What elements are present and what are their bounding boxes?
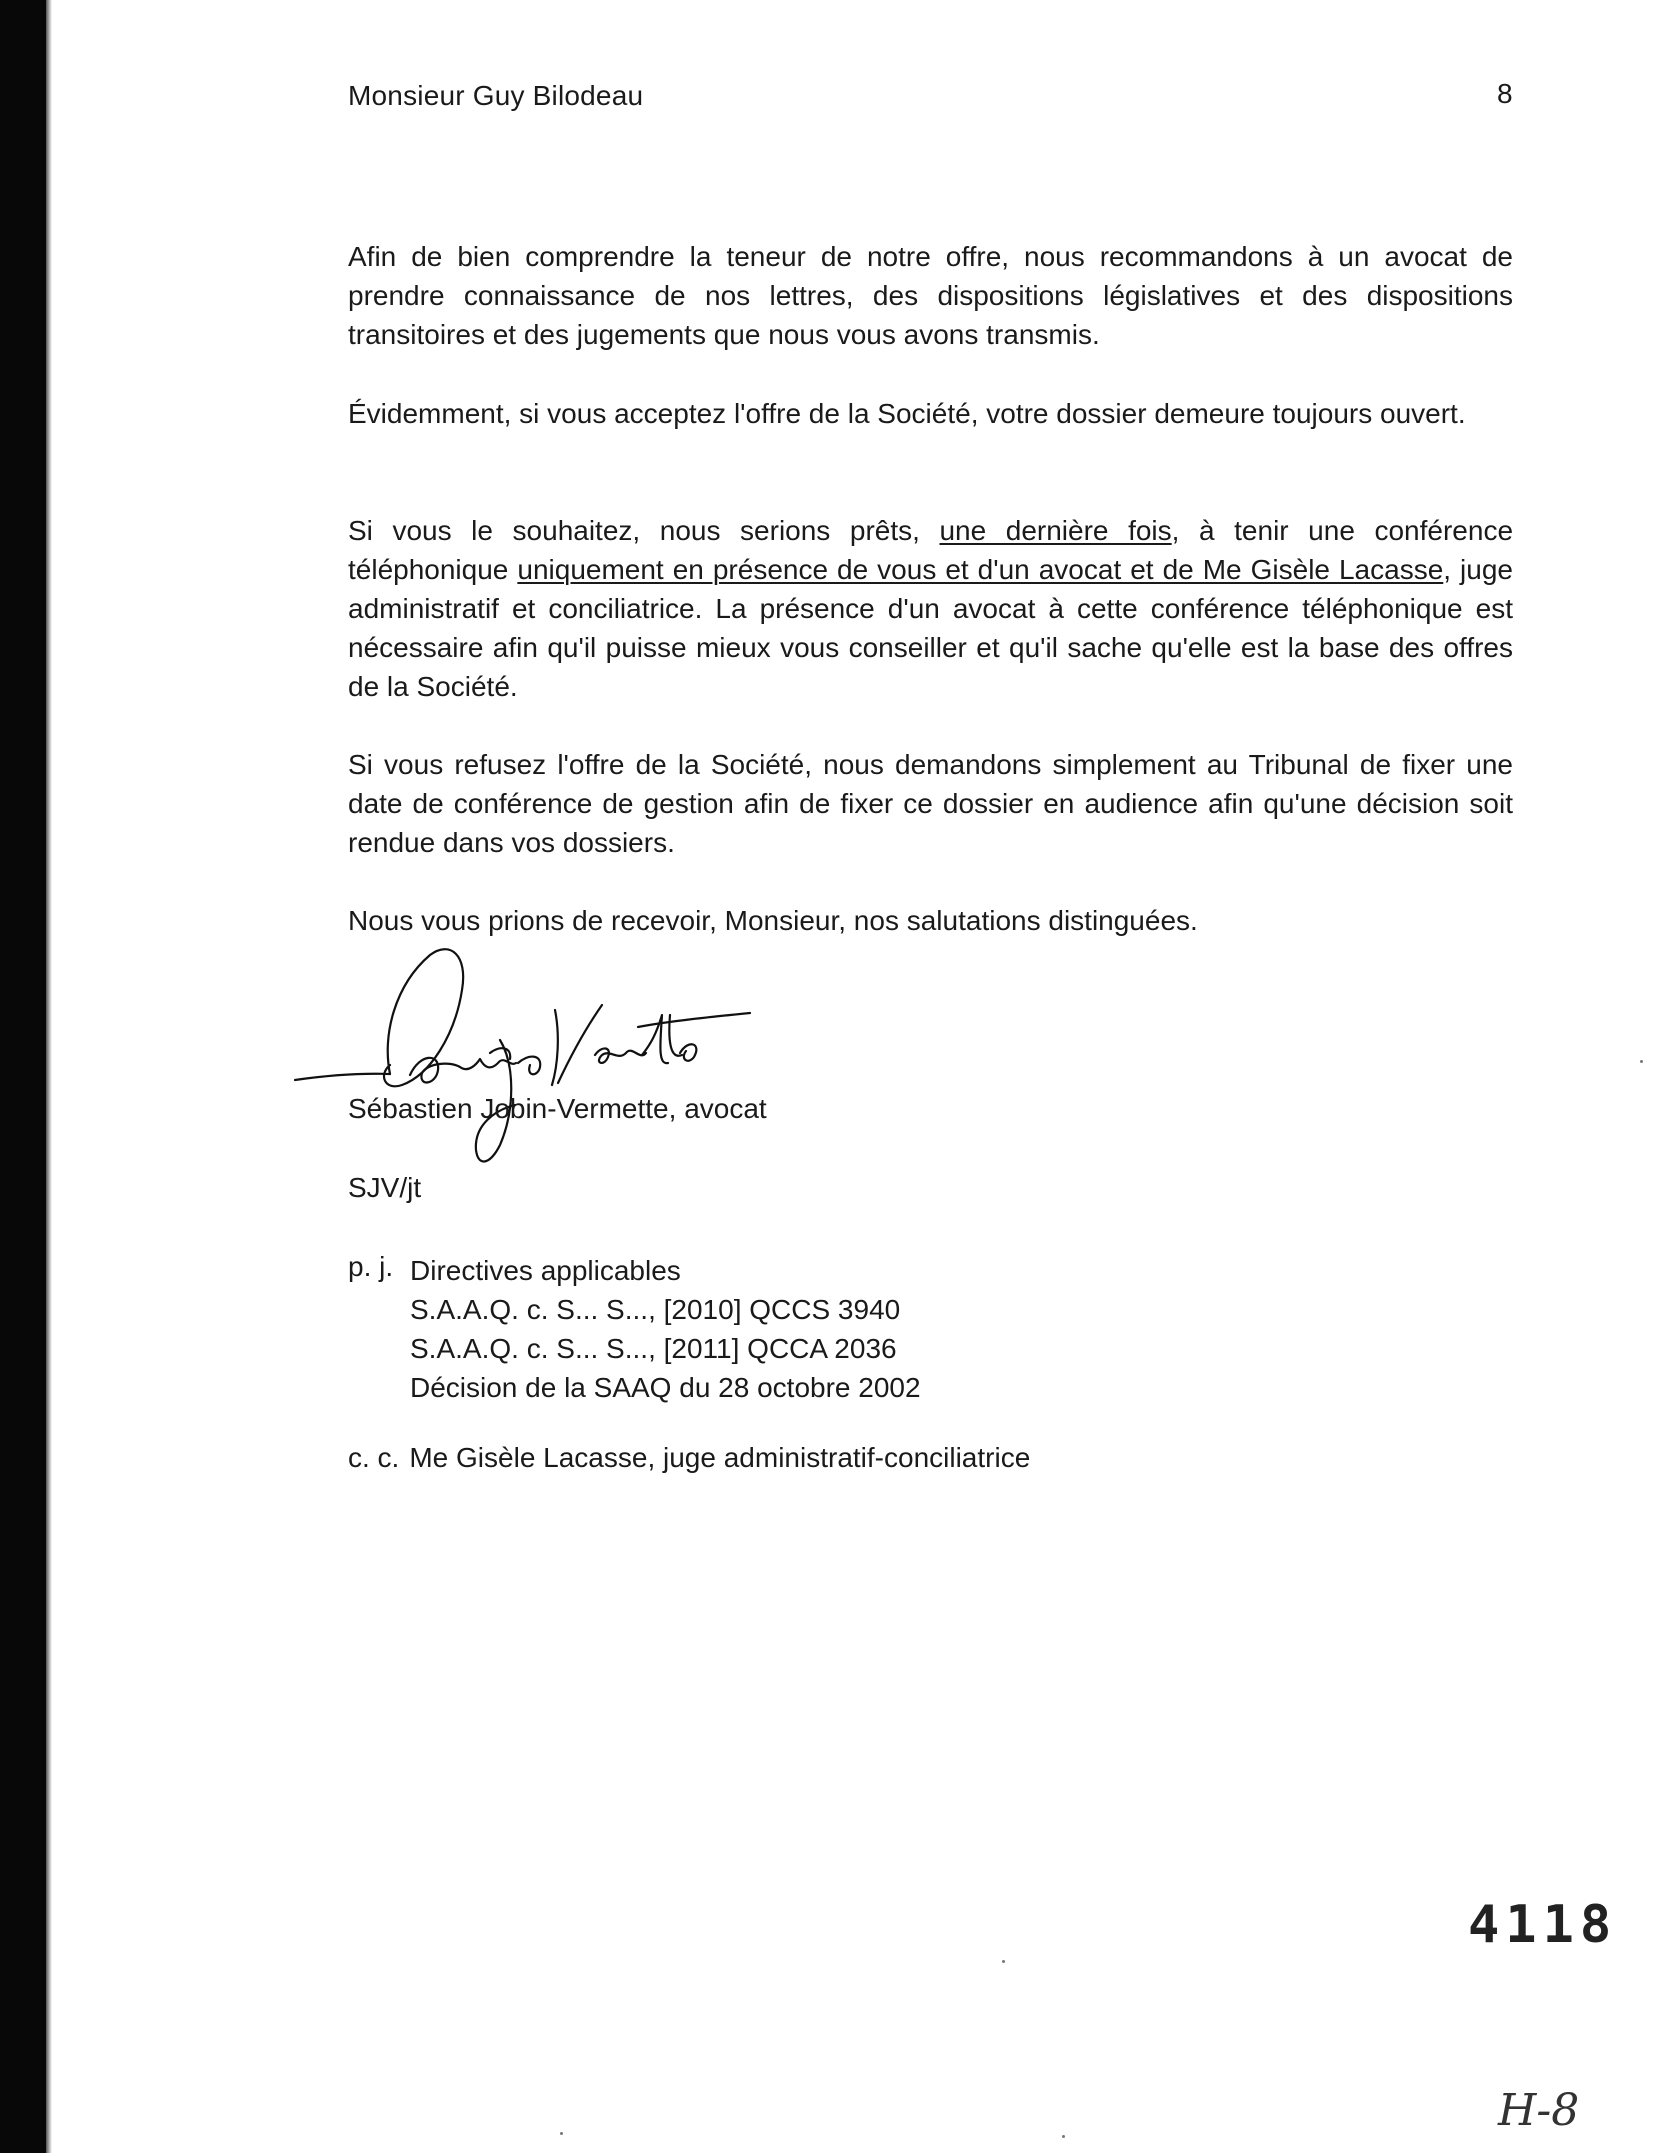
paragraph-conference-part3: , juge administratif et conciliatrice. La présence d'un avocat à cette conférence téléphonique est nécessaire afin qu'il puisse mieux vous conseiller et qu'il sache qu'elle est la base des offres de la Société. xyxy=(348,554,1513,702)
attachment-item: Décision de la SAAQ du 28 octobre 2002 xyxy=(410,1372,921,1403)
paragraph-conference-part1: Si vous le souhaitez, nous serions prêts, xyxy=(348,515,940,546)
paragraph-refusal: Si vous refusez l'offre de la Société, nous demandons simplement au Tribunal de fixer une date de conférence de gestion afin de fixer ce dossier en audience afin qu'une décision soit rendue dans vos dossiers. xyxy=(348,749,1513,858)
handwritten-exhibit-mark: H-8 xyxy=(1498,2085,1580,2136)
attachment-item: S.A.A.Q. c. S... S..., [2011] QCCA 2036 xyxy=(410,1333,897,1364)
attachment-item: Directives applicables xyxy=(410,1255,681,1286)
cc-recipient: Me Gisèle Lacasse, juge administratif-conciliatrice xyxy=(409,1442,1031,1473)
scan-speck xyxy=(1002,1960,1005,1963)
paragraph-file-open: Évidemment, si vous acceptez l'offre de la Société, votre dossier demeure toujours ouvert. xyxy=(348,398,1466,429)
underlined-presence: uniquement en présence de vous et d'un avocat et de Me Gisèle Lacasse xyxy=(517,554,1444,585)
carbon-copy-line xyxy=(348,1442,1030,1474)
attachments-label: p. j. xyxy=(348,1251,394,1282)
paragraph-conference-part2: , à tenir une conférence téléphonique xyxy=(348,515,1514,585)
paragraph-conference xyxy=(348,511,1513,706)
page-number: 8 xyxy=(1497,78,1513,109)
attachment-item: S.A.A.Q. c. S... S..., [2010] QCCS 3940 xyxy=(410,1294,901,1325)
scan-speck xyxy=(560,2132,563,2135)
signatory-name: Sébastien Jobin-Vermette, avocat xyxy=(348,1093,767,1124)
scan-speck xyxy=(1640,1060,1643,1063)
cc-label: c. c. xyxy=(348,1442,400,1473)
closing-salutation: Nous vous prions de recevoir, Monsieur, nos salutations distinguées. xyxy=(348,905,1198,936)
reference-initials: SJV/jt xyxy=(348,1172,422,1203)
handwritten-signature xyxy=(290,935,810,1195)
stamp-page-number: 4118 xyxy=(1468,1895,1618,1955)
paragraph-offer-understanding: Afin de bien comprendre la teneur de notre offre, nous recommandons à un avocat de prendre connaissance de nos lettres, des dispositions législatives et des dispositions transitoires et des jugements que nous vous avons transmis. xyxy=(348,241,1513,350)
attachments-list xyxy=(410,1251,921,1407)
scan-speck xyxy=(1062,2135,1065,2138)
underlined-last-time: une dernière fois xyxy=(939,515,1172,546)
recipient-header: Monsieur Guy Bilodeau xyxy=(348,80,644,111)
